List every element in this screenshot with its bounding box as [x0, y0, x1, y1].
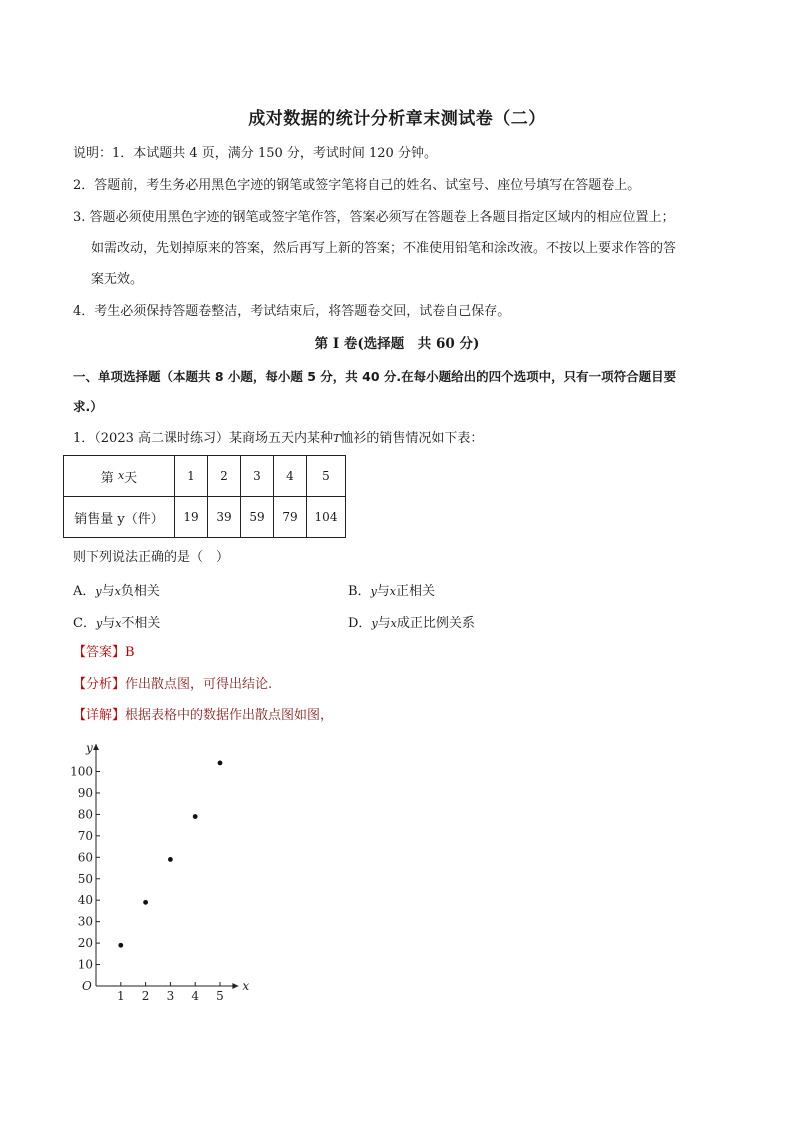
y-tick-label: 30 — [77, 914, 93, 929]
detail-tag: 【详解】 — [73, 708, 126, 723]
table-cell: 39 — [208, 497, 241, 538]
instruction-2: 2．答题前，考生务必用黑色字迹的钢笔或签字笔将自己的姓名、试室号、座位号填写在答题卷上。 — [73, 178, 641, 193]
detail-line — [73, 706, 734, 726]
y-tick-label: 40 — [77, 893, 93, 908]
table-cell: 59 — [241, 497, 274, 538]
x-tick-label: 4 — [191, 989, 200, 1003]
y-axis-label: y — [86, 741, 93, 755]
x-axis-label: x — [242, 979, 250, 993]
part-heading-line2: 求.） — [73, 399, 103, 414]
table-row-sales — [64, 497, 346, 538]
row-header-day: 第 $^x$天 — [64, 456, 175, 497]
instruction-3b: 如需改动，先划掉原来的答案，然后再写上新的答案；不准使用铅笔和涂改液。不按以上要求作答的答 — [91, 241, 677, 256]
table-cell: 1 — [175, 456, 208, 497]
option-b[interactable]: B．y与x正相关 — [348, 584, 436, 599]
table-row-days — [64, 456, 346, 497]
table-cell: 3 — [241, 456, 274, 497]
answer-tag: 【答案】 — [73, 645, 126, 660]
origin-label: O — [82, 979, 92, 993]
question-stem — [73, 429, 734, 449]
table-cell: 2 — [208, 456, 241, 497]
y-tick-label: 60 — [77, 850, 93, 865]
stem-text: 1．（2023 高二课时练习）某商场五天内某种 — [73, 431, 333, 446]
data-point — [193, 814, 198, 819]
instruction-3a: 3. 答题必须使用黑色字迹的钢笔或签字笔作答，答案必须写在答题卷上各题目指定区域内的相应位置上； — [73, 210, 675, 225]
y-tick-label: 90 — [77, 785, 93, 800]
x-tick-label: 3 — [166, 989, 175, 1003]
analysis-text: 作出散点图，可得出结论. — [125, 677, 273, 692]
instruction-3c: 案无效。 — [91, 272, 144, 287]
answer-line — [73, 643, 734, 663]
question-prompt: 则下列说法正确的是（ ） — [73, 550, 230, 565]
x-tick-label: 5 — [216, 989, 224, 1003]
y-tick-label: 70 — [77, 828, 93, 843]
table-cell: 5 — [307, 456, 346, 497]
stem-variable: T — [333, 432, 341, 445]
y-tick-label: 20 — [77, 936, 93, 951]
y-tick-label: 80 — [77, 807, 93, 822]
option-c[interactable]: C．y与x不相关 — [73, 616, 161, 631]
table-cell: 79 — [274, 497, 307, 538]
instruction-4: 4．考生必须保持答题卷整洁，考试结束后，将答题卷交回，试卷自己保存。 — [73, 304, 511, 319]
detail-text: 根据表格中的数据作出散点图如图， — [125, 708, 334, 723]
row-header-sales: 销售量 y（件） — [64, 497, 175, 538]
x-tick-label: 1 — [116, 989, 125, 1003]
table-cell: 104 — [307, 497, 346, 538]
analysis-line — [73, 675, 734, 695]
data-point — [218, 761, 223, 766]
sales-table — [63, 455, 346, 538]
option-a[interactable]: A．y与x负相关 — [73, 584, 160, 599]
x-axis-arrow — [232, 983, 238, 989]
data-point — [143, 900, 148, 905]
table-cell: 4 — [274, 456, 307, 497]
page-title: 成对数据的统计分析章末测试卷（二） — [248, 109, 546, 129]
part-heading-line1: 一、单项选择题（本题共 8 小题，每小题 5 分，共 40 分.在每小题给出的四个选项中，只有一项符合题目要 — [73, 369, 677, 384]
answer-value: B — [125, 645, 135, 660]
y-tick-label: 10 — [77, 957, 93, 972]
data-point — [168, 857, 173, 862]
option-d[interactable]: D．y与x成正比例关系 — [348, 616, 475, 631]
x-tick-label: 2 — [141, 989, 150, 1003]
y-tick-label: 50 — [77, 871, 93, 886]
analysis-tag: 【分析】 — [73, 677, 126, 692]
scatter-plot — [60, 736, 260, 1006]
y-axis-arrow — [93, 744, 99, 750]
table-cell: 19 — [175, 497, 208, 538]
stem-text-end: 恤衫的销售情况如下表： — [340, 431, 484, 446]
section-title: 第 I 卷(选择题 共 60 分) — [314, 336, 480, 352]
instruction-1: 说明：1．本试题共 4 页，满分 150 分，考试时间 120 分钟。 — [73, 146, 437, 161]
data-point — [118, 943, 123, 948]
y-tick-label: 100 — [70, 764, 93, 779]
